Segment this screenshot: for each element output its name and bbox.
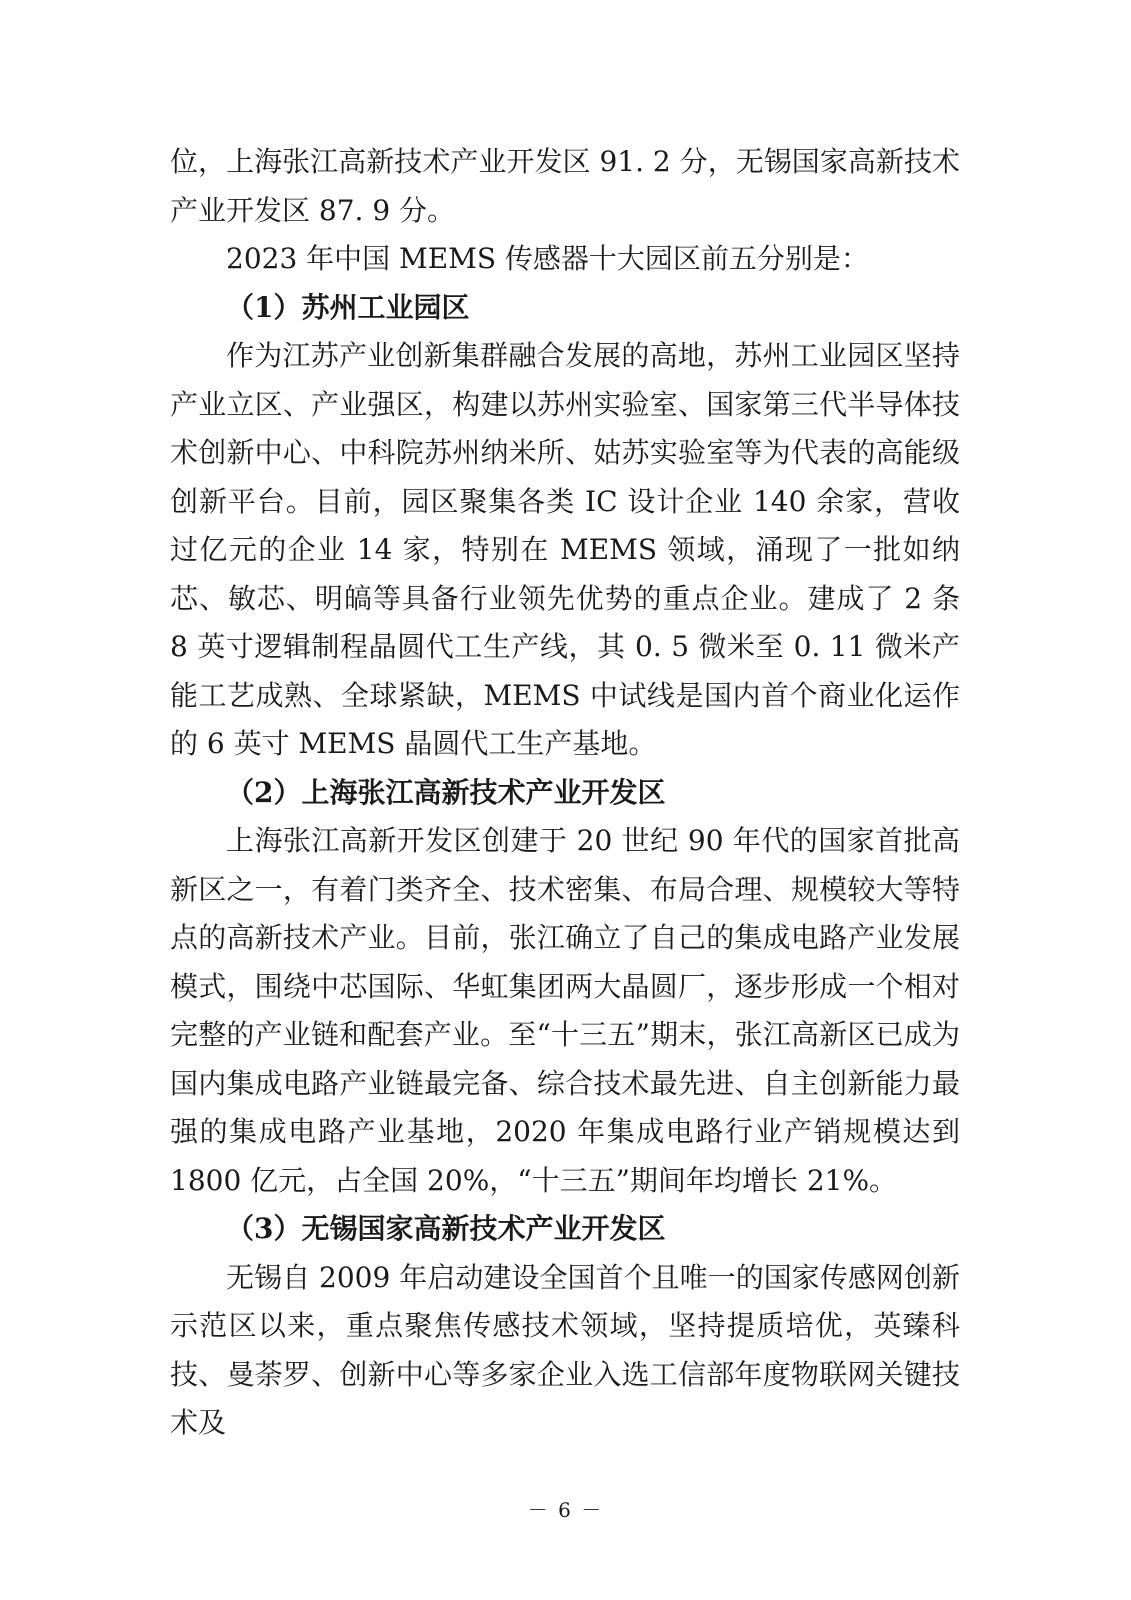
section-heading-suzhou: （1）苏州工业园区 (226, 290, 470, 324)
section-heading-zhangjiang: （2）上海张江高新技术产业开发区 (226, 775, 666, 809)
continuation-paragraph: 位，上海张江高新技术产业开发区 91. 2 分，无锡国家高新技术产业开发区 87. 9 分。 (170, 145, 960, 227)
document-body (170, 138, 960, 1448)
page-number: － 6 － (527, 1498, 604, 1522)
section-heading-wuxi: （3）无锡国家高新技术产业开发区 (226, 1212, 666, 1245)
intro-paragraph: 2023 年中国 MEMS 传感器十大园区前五分别是： (226, 242, 869, 275)
section-body-zhangjiang: 上海张江高新开发区创建于 20 世纪 90 年代的国家首批高新区之一，有着门类齐全、技术密集、布局合理、规模较大等特点的高新技术产业。目前，张江确立了自己的集成电路产业发展模式，围绕中芯国际、华虹集团两大晶圆厂，逐步形成一个相对完整的产业链和配套产业。至“十三五”期末，张江高新区已成为国内集成电路产业链最完备、综合技术最先进、自主创新能力最强的集成电路产业基地，2020 年集成电路行业产销规模达到 1800 亿元，占全国 20%，“十三五”期间年均增长 21%。 (170, 824, 960, 1197)
section-body-wuxi: 无锡自 2009 年启动建设全国首个且唯一的国家传感网创新示范区以来，重点聚焦传感技术领域，坚持提质培优，英臻科技、曼荼罗、创新中心等多家企业入选工信部年度物联网关键技术及 (170, 1260, 960, 1439)
section-body-suzhou: 作为江苏产业创新集群融合发展的高地，苏州工业园区坚持产业立区、产业强区，构建以苏州实验室、国家第三代半导体技术创新中心、中科院苏州纳米所、姑苏实验室等为代表的高能级创新平台。目前，园区聚集各类 IC 设计企业 140 余家，营收过亿元的企业 14 家，特别在 MEMS 领域，涌现了一批如纳芯、敏芯、明皜等具备行业领先优势的重点企业。建成了 2 条 8 英寸逻辑制程晶圆代工生产线，其 0. 5 微米至 0. 11 微米产能工艺成熟、全球紧缺，MEMS 中试线是国内首个商业化运作的 6 英寸 MEMS 晶圆代工生产基地。 (170, 339, 960, 760)
